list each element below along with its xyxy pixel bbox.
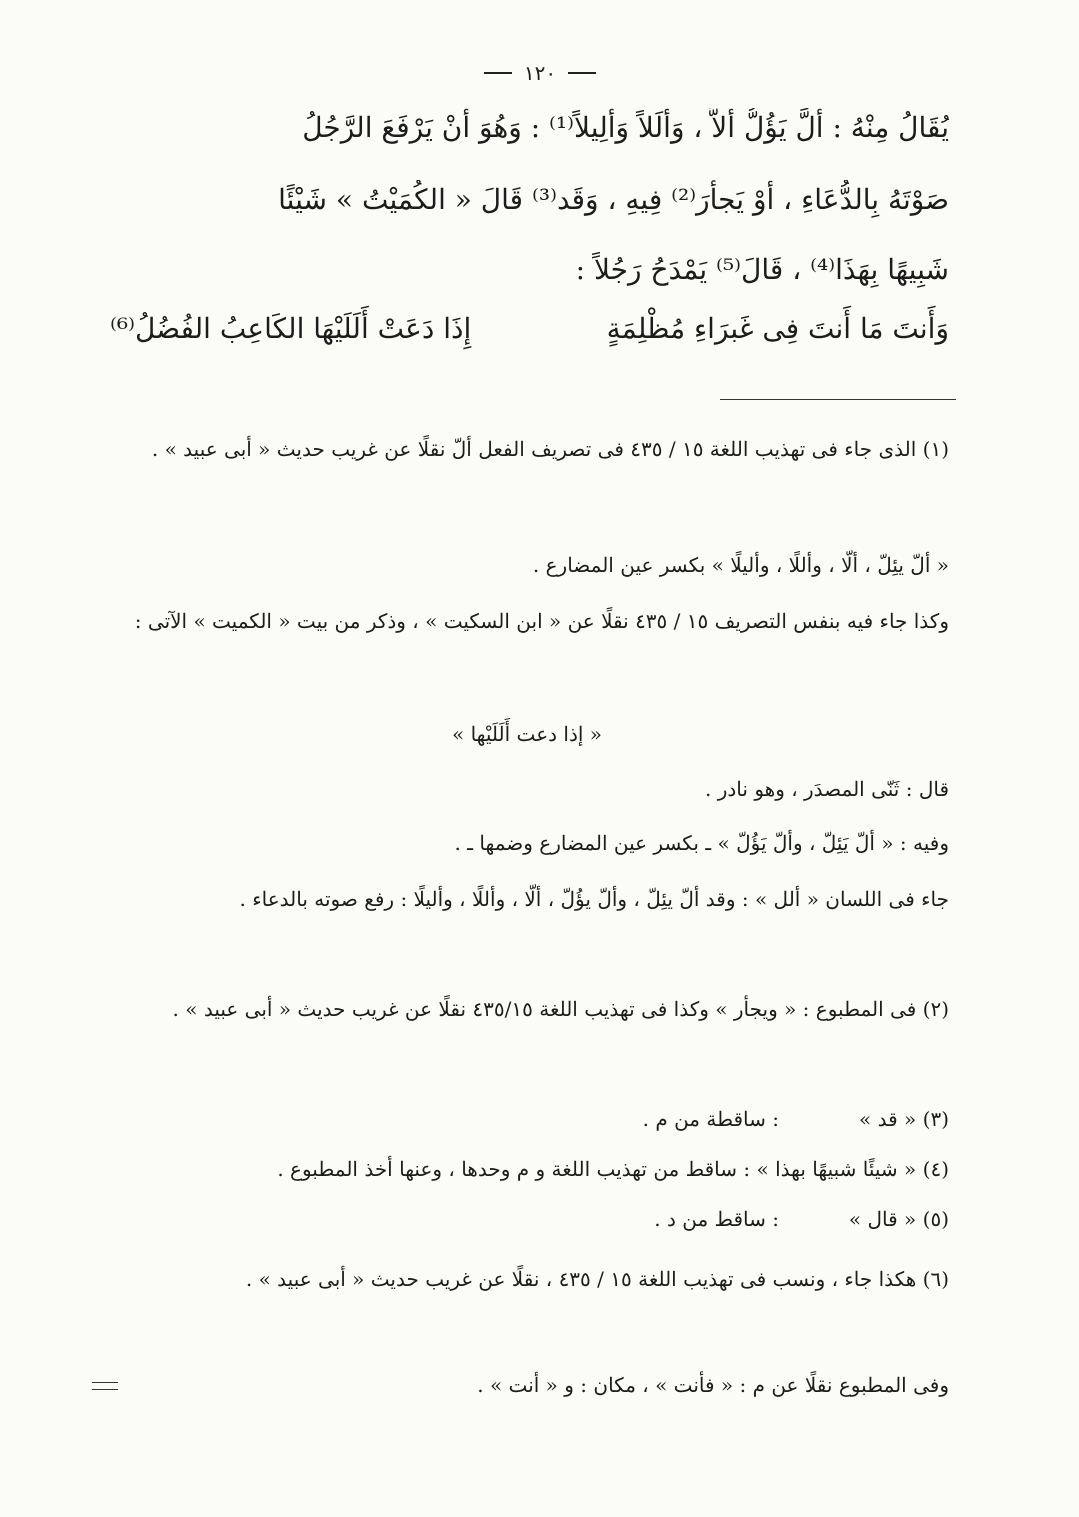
left-dash: [484, 72, 512, 74]
main-text-line-2: صَوْتَهُ بِالدُّعَاءِ ، أَوْ يَجأَرَ⁽²⁾ فِيهِ ، وَقَد⁽³⁾ قَالَ « الكُمَيْتُ » شَيْئًا: [278, 183, 949, 216]
page-number: ١٢٠: [523, 61, 557, 85]
footnote-3-label: (٣) « قد »: [859, 1107, 949, 1131]
footnote-6-variant: وفى المطبوع نقلًا عن م : « فأنت » ، مكان : و « أنت » .: [477, 1373, 949, 1397]
footnote-1-quote: « إذا دعت أَلَلَيْها »: [451, 722, 603, 746]
footnote-6-text: (٦) هكذا جاء ، ونسب فى تهذيب اللغة ١٥ / ٤٣٥ ، نقلًا عن غريب حديث « أبى عبيد » .: [245, 1267, 949, 1291]
footnote-1-note: قال : ثَنّى المصدَر ، وهو نادر .: [705, 777, 949, 801]
footnote-5-label: (٥) « قال »: [848, 1207, 949, 1231]
main-text-line-1: يُقَالُ مِنْهُ : أَلَّ يَؤُلُّ أَلاًّ ، وَأَلَلاً وَأَلِيلاً⁽¹⁾ : وَهُوَ أَنْ يَرْفَعَ الرَّجُلُ: [302, 111, 949, 144]
footnote-2-text: (٢) فى المطبوع : « ويجأر » وكذا فى تهذيب اللغة ٤٣٥/١٥ نقلًا عن غريب حديث « أبى عبيد » .: [172, 997, 949, 1021]
footnote-1-text: (١) الذى جاء فى تهذيب اللغة ١٥ / ٤٣٥ فى تصريف الفعل ألّ نقلًا عن غريب حديث « أبى عبيد » .: [151, 437, 949, 461]
poetry-verse: [110, 312, 949, 362]
page-number-header: [470, 58, 610, 88]
footnote-separator: [720, 399, 956, 400]
footnote-3-text: : ساقطة من م .: [642, 1107, 779, 1131]
margin-mark: [92, 1382, 118, 1390]
footnote-4-text: (٤) « شيئًا شبيهًا بهذا » : ساقط من تهذيب اللغة و م وحدها ، وعنها أخذ المطبوع .: [277, 1157, 949, 1181]
footnote-1-lisan: جاء فى اللسان « ألل » : وقد ألّ يئِلّ ، وألّ يؤُلّ ، ألّا ، وأللًا ، وأليلًا : رفع صوته بالدعاء .: [239, 887, 949, 911]
footnote-3-row: [105, 1102, 949, 1136]
main-text-line-3: شَبِيهًا بِهَذَا⁽⁴⁾ ، قَالَ⁽⁵⁾ يَمْدَحُ رَجُلاً :: [575, 253, 949, 286]
footnote-1-conjugation: وفيه : « ألّ يَئِلّ ، وألّ يَؤُلّ » ـ بكسر عين المضارع وضمها ـ .: [454, 831, 949, 855]
footnote-5-text: : ساقط من د .: [654, 1207, 779, 1231]
footnote-1-ibn-sikkit: وكذا جاء فيه بنفس التصريف ١٥ / ٤٣٥ نقلًا عن « ابن السكيت » ، وذكر من بيت « الكميت » الآتى :: [134, 609, 949, 633]
footnote-5-row: [105, 1202, 949, 1236]
verse-first-hemistich: وَأَنتَ مَا أَنتَ فِى غَبرَاءِ مُظْلِمَةٍ: [606, 312, 949, 345]
footnote-1-forms: « ألّ يئِلّ ، ألّا ، وأللًا ، وأليلًا » بكسر عين المضارع .: [532, 553, 949, 577]
verse-second-hemistich: إِذَا دَعَتْ أَلَلَيْهَا الكَاعِبُ الفُضُلُ⁽⁶⁾: [110, 312, 472, 345]
right-dash: [568, 72, 596, 74]
